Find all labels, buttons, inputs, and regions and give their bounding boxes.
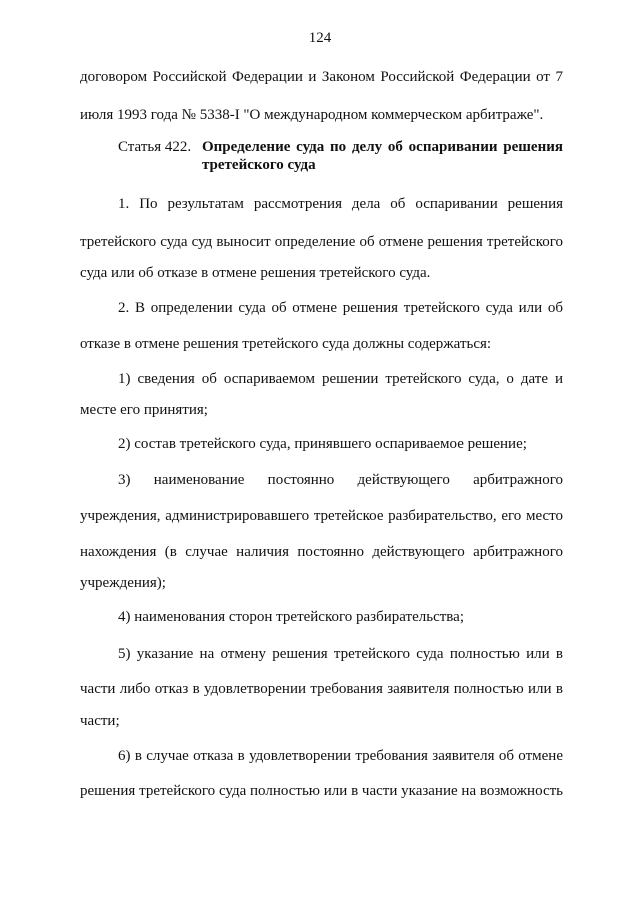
list-item-line: части либо отказ в удовлетворении требования заявителя полностью или в xyxy=(80,681,563,697)
page-number: 124 xyxy=(308,30,332,46)
article-title-line-2: третейского суда xyxy=(202,157,316,173)
paragraph-line: суда или об отказе в отмене решения третейского суда. xyxy=(80,265,431,281)
list-item-line: месте его принятия; xyxy=(80,402,208,418)
list-item-line: 5) указание на отмену решения третейского суда полностью или в xyxy=(118,646,563,662)
paragraph-line: третейского суда суд выносит определение об отмене решения третейского xyxy=(80,234,563,250)
paragraph-line: 1. По результатам рассмотрения дела об оспаривании решения xyxy=(118,196,563,212)
list-item-line: учреждения); xyxy=(80,575,166,591)
article-title-line-1: Определение суда по делу об оспаривании решения xyxy=(202,139,563,155)
list-item-line: учреждения, администрировавшего третейское разбирательство, его место xyxy=(80,508,563,524)
list-item-line: 2) состав третейского суда, принявшего оспариваемое решение; xyxy=(118,436,527,452)
list-item-line: части; xyxy=(80,713,120,729)
paragraph-line: отказе в отмене решения третейского суда должны содержаться: xyxy=(80,336,492,352)
list-item-line: решения третейского суда полностью или в части указание на возможность xyxy=(80,783,563,799)
list-item-line: 4) наименования сторон третейского разбирательства; xyxy=(118,609,464,625)
paragraph-line: 2. В определении суда об отмене решения третейского суда или об xyxy=(118,300,563,316)
list-item-line: нахождения (в случае наличия постоянно действующего арбитражного xyxy=(80,544,563,560)
article-label: Статья 422. xyxy=(118,139,192,155)
list-item-line: 1) сведения об оспариваемом решении третейского суда, о дате и xyxy=(118,371,563,387)
article-title xyxy=(202,138,563,174)
list-item-line: 6) в случае отказа в удовлетворении требования заявителя об отмене xyxy=(118,748,563,764)
intro-line-1: договором Российской Федерации и Законом Российской Федерации от 7 xyxy=(80,69,563,85)
list-item-line: 3) наименование постоянно действующего арбитражного xyxy=(118,472,563,488)
intro-line-2: июля 1993 года № 5338-I "О международном коммерческом арбитраже". xyxy=(80,107,544,123)
